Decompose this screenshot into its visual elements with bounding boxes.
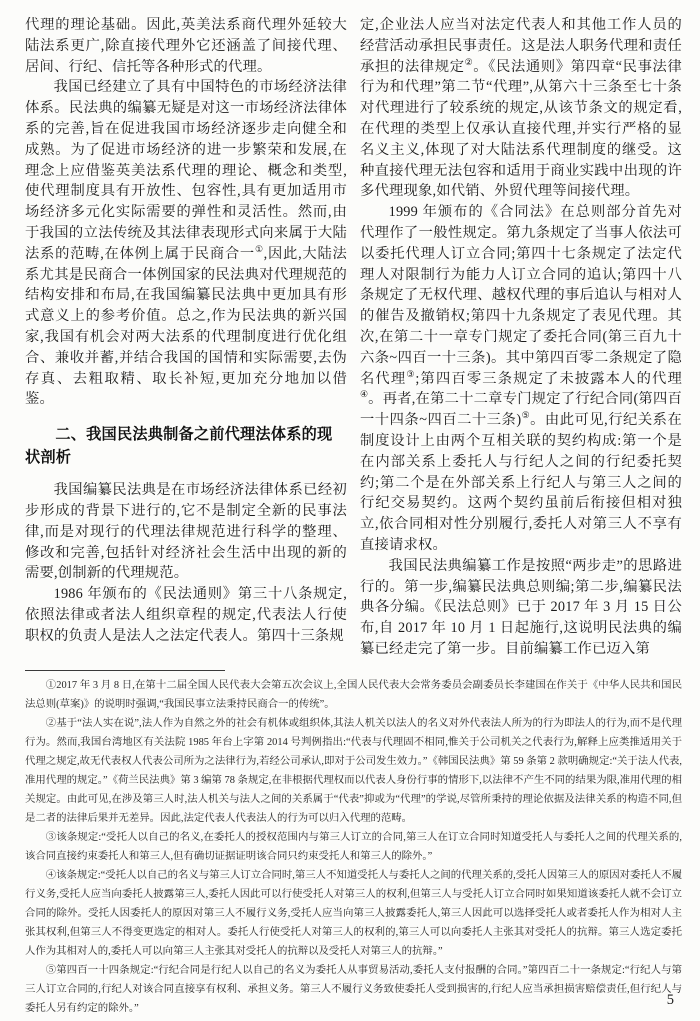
page-number: 5 xyxy=(666,992,674,1008)
right-column xyxy=(360,15,682,663)
body-paragraph: 我国编纂民法典是在市场经济法律体系已经初步形成的背景下进行的,它不是制定全新的民事法律,而是对现行的代理法律规范进行科学的整理、修改和完善,包括针对经济社会生活中出现的新的需要,创制新的代理规范。 xyxy=(25,482,347,582)
body-columns xyxy=(25,15,682,663)
body-paragraph: 代理的理论基础。因此,英美法系商代理外延较大陆法系更广,除直接代理外它还涵盖了间接代理、居间、行纪、信托等各种形式的代理。 xyxy=(25,17,347,75)
body-paragraph: 我国民法典编纂工作是按照“两步走”的思路进行的。第一步,编纂民法典总则编;第二步,编纂民法典各分编。《民法总则》已于 2017 年 3 月 15 日公布,自 2017 年 10 月 1 日起施行,这说明民法典的编纂已经走完了第一步。目前编纂工作已迈入第 xyxy=(360,557,682,657)
footnote: ②基于“法人实在说”,法人作为自然之外的社会有机体或组织体,其法人机关以法人的名义对外代表法人所为的行为即法人的行为,而不是代理行为。然而,我国台湾地区有关法院 1985 年台上字第 2014 号判例指出:“代表与代理固不相同,惟关于公司机关之代表行为,解释上应类推适用关于代理之规定,故无代表权人代表公司所为之法律行为,若经公司承认,即对于公司发生效力。”《韩国民法典》第 59 条第 2 款明确规定:“关于法人代表,准用代理的规定。”《荷兰民法典》第 3 编第 78 条规定,在非根据代理权而以代表人身份行事的情形下,以法律不产生不同的结果为限,准用代理的相关规定。由此可见,在涉及第三人时,法人机关与法人之间的关系属于“代表”抑或为“代理”的学说,尽管所秉持的理论依据及法律关系的构造不同,但是二者的法律后果并无差异。因此,法定代表人代表法人的行为可以归入代理的范畴。 xyxy=(25,718,682,824)
left-column xyxy=(25,15,347,663)
footnote: ④该条规定:“受托人以自己的名义与第三人订立合同时,第三人不知道受托人与委托人之间的代理关系的,受托人因第三人的原因对委托人不履行义务,受托人应当向委托人披露第三人,委托人因此可以行使受托人对第三人的权利,但第三人与受托人订立合同时如果知道该委托人就不会订立合同的除外。受托人因委托人的原因对第三人不履行义务,受托人应当向第三人披露委托人,第三人因此可以选择受托人或者委托人作为相对人主张其权利,但第三人不得变更选定的相对人。委托人行使受托人对第三人的权利的,第三人可以向委托人主张其对受托人的抗辩。第三人选定委托人作为其相对人的,委托人可以向第三人主张其对受托人的抗辩以及受托人对第三人的抗辩。” xyxy=(25,870,682,957)
body-paragraph: 1986 年颁布的《民法通则》第三十八条规定,依照法律或者法人组织章程的规定,代表法人行使职权的负责人是法人之法定代表人。第四十三条规 xyxy=(25,586,347,644)
body-paragraph: 我国已经建立了具有中国特色的市场经济法律体系。民法典的编纂无疑是对这一市场经济法律体系的完善,旨在促进我国市场经济逐步走向健全和成熟。为了促进市场经济的进一步繁荣和发展,在理念上应借鉴英美法系代理的理论、概念和类型,使代理制度具有开放性、包容性,具有更加适用市场经济多元化实际需要的弹性和灵活性。然而,由于我国的立法传统及其法律表现形式向来属于大陆法系的范畴,在体例上属于民商合一①,因此,大陆法系尤其是民商合一体例国家的民法典对代理规范的结构安排和布局,在我国编纂民法典中更加具有形式意义上的参考价值。总之,作为民法典的新兴国家,我国有机会对两大法系的代理制度进行优化组合、兼收并蓄,并结合我国的国情和实际需要,去伪存真、去粗取精、取长补短,更加充分地加以借鉴。 xyxy=(25,79,347,408)
section-heading: 二、我国民法典制备之前代理法体系的现状剖析 xyxy=(25,426,333,467)
footnotes-section xyxy=(25,670,682,1018)
body-paragraph: 定,企业法人应当对法定代表人和其他工作人员的经营活动承担民事责任。这是法人职务代理和责任承担的法律规定②。《民法通则》第四章“民事法律行为和代理”第二节“代理”,从第六十三条至七十条对代理进行了较系统的规定,从该节条文的规定看,在代理的类型上仅承认直接代理,并实行严格的显名义主义,体现了对大陆法系代理制度的继受。这种直接代理无法包容和适用于商业实践中出现的许多代理现象,如代销、外贸代理等间接代理。 xyxy=(360,17,682,200)
body-paragraph: 1999 年颁布的《合同法》在总则部分首先对代理作了一般性规定。第九条规定了当事人依法可以委托代理人订立合同;第四十七条规定了法定代理人对限制行为能力人订立合同的追认;第四十八条规定了无权代理、越权代理的事后追认与相对人的催告及撤销权;第四十九条规定了表见代理。其次,在第二十一章专门规定了委托合同(第三百九十六条~四百一十三条)。其中第四百零二条规定了隐名代理③;第四百零三条规定了未披露本人的代理④。再者,在第二十二章专门规定了行纪合同(第四百一十四条~四百二十三条)⑤。由此可见,行纪关系在制度设计上由两个互相关联的契约构成:第一个是在内部关系上委托人与行纪人之间的行纪委托契约;第二个是在外部关系上行纪人与第三人之间的行纪交易契约。这两个契约虽前后衔接但相对独立,依合同相对性分别履行,委托人对第三人不享有直接请求权。 xyxy=(360,204,682,553)
footnote: ③该条规定:“受托人以自己的名义,在委托人的授权范围内与第三人订立的合同,第三人在订立合同时知道受托人与委托人之间的代理关系的,该合同直接约束委托人和第三人,但有确切证据证明该合同只约束受托人和第三人的除外。” xyxy=(25,832,682,862)
footnote: ⑤第四百一十四条规定:“行纪合同是行纪人以自己的名义为委托人从事贸易活动,委托人支付报酬的合同。”第四百二十一条规定:“行纪人与第三人订立合同的,行纪人对该合同直接享有权利、承担义务。第三人不履行义务致使委托人受到损害的,行纪人应当承担损害赔偿责任,但行纪人与委托人另有约定的除外。” xyxy=(25,965,682,1014)
footnote: ①2017 年 3 月 8 日,在第十二届全国人民代表大会第五次会议上,全国人民代表大会常务委员会副委员长李建国在作关于《中华人民共和国民法总则(草案)》的说明时强调,“我国民事立法秉持民商合一的传统”。 xyxy=(25,680,682,710)
footnote-separator xyxy=(25,670,225,671)
